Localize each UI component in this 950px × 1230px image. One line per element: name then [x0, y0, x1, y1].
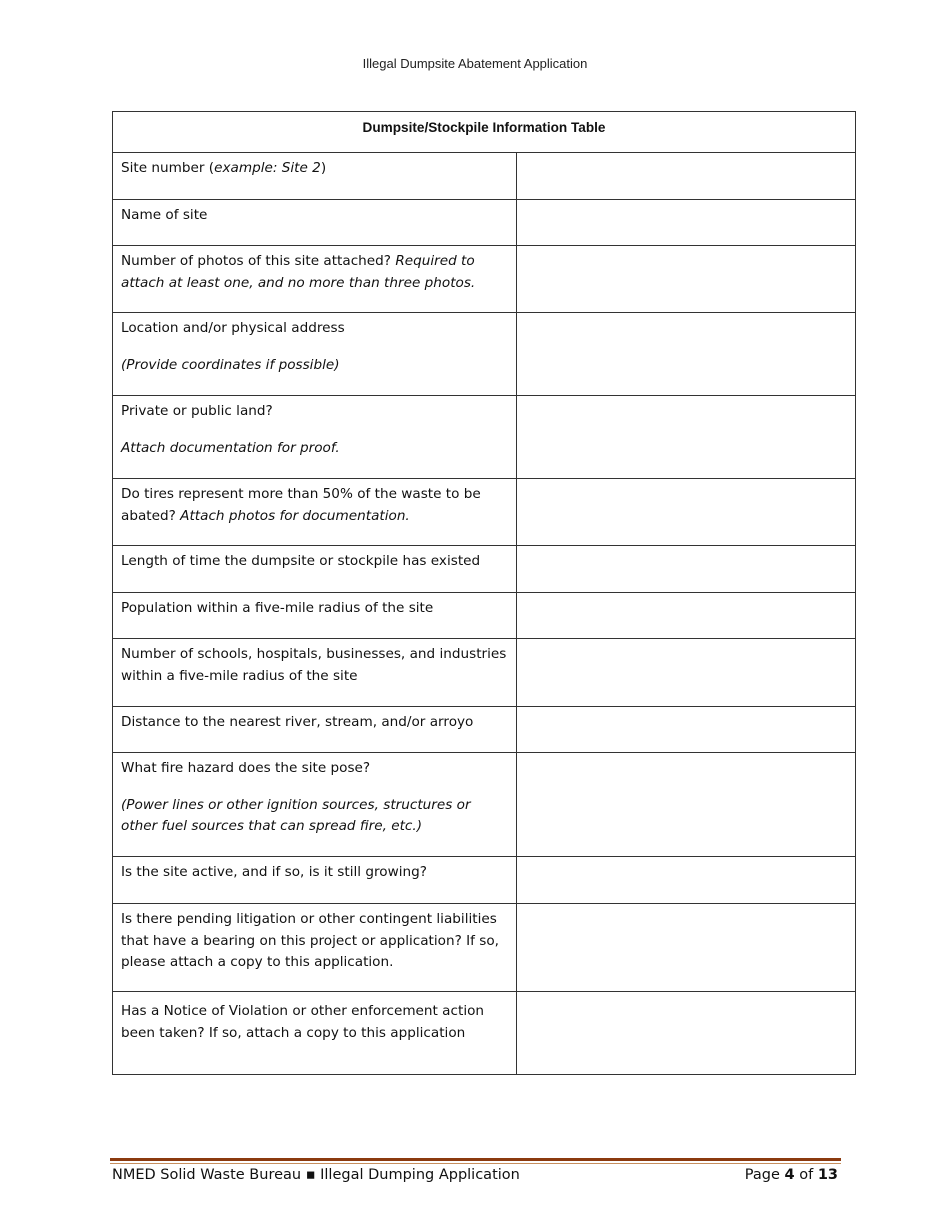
- page-header: Illegal Dumpsite Abatement Application: [362, 56, 588, 71]
- row-label-population: Population within a five-mile radius of the site: [113, 593, 517, 639]
- table-row: [113, 593, 856, 639]
- row-label-distance-to-water: Distance to the nearest river, stream, and/or arroyo: [113, 707, 517, 753]
- row-label-notice-of-violation: Has a Notice of Violation or other enforcement action been taken? If so, attach a copy to this application: [113, 992, 517, 1075]
- number-of-photos-field[interactable]: [517, 246, 856, 313]
- table-row: [113, 246, 856, 313]
- table-row: [113, 753, 856, 857]
- population-field[interactable]: [517, 593, 856, 639]
- land-ownership-field[interactable]: [517, 396, 856, 479]
- location-field[interactable]: [517, 313, 856, 396]
- facilities-field[interactable]: [517, 639, 856, 707]
- row-label-tires: Do tires represent more than 50% of the waste to be abated? Attach photos for documentation.: [113, 479, 517, 546]
- row-label-site-active: Is the site active, and if so, is it still growing?: [113, 857, 517, 904]
- page-number: Page 4 of 13: [744, 1167, 838, 1183]
- row-label-site-number: Site number (example: Site 2): [113, 153, 517, 200]
- table-row: [113, 707, 856, 753]
- table-row: [113, 153, 856, 200]
- table-row: [113, 904, 856, 992]
- row-label-number-of-photos: Number of photos of this site attached? Required to attach at least one, and no more than three photos.: [113, 246, 517, 313]
- table-row: [113, 639, 856, 707]
- row-label-fire-hazard: What fire hazard does the site pose? (Power lines or other ignition sources, structures or other fuel sources that can spread fire, etc.): [113, 753, 517, 857]
- table-row: [113, 313, 856, 396]
- row-label-land-ownership: Private or public land? Attach documentation for proof.: [113, 396, 517, 479]
- site-active-field[interactable]: [517, 857, 856, 904]
- table-row: [113, 546, 856, 593]
- notice-of-violation-field[interactable]: [517, 992, 856, 1075]
- footer-rule: [110, 1158, 841, 1161]
- table-row: [113, 857, 856, 904]
- table-row: [113, 992, 856, 1075]
- length-of-time-field[interactable]: [517, 546, 856, 593]
- distance-to-water-field[interactable]: [517, 707, 856, 753]
- row-label-length-of-time: Length of time the dumpsite or stockpile has existed: [113, 546, 517, 593]
- site-number-field[interactable]: [517, 153, 856, 200]
- table-row: [113, 396, 856, 479]
- footer-org: NMED Solid Waste Bureau ▪ Illegal Dumping Application: [112, 1167, 520, 1183]
- row-label-location: Location and/or physical address (Provide coordinates if possible): [113, 313, 517, 396]
- dumpsite-information-table: [112, 111, 856, 1075]
- row-label-litigation: Is there pending litigation or other contingent liabilities that have a bearing on this project or application? If so, please attach a copy to this application.: [113, 904, 517, 992]
- row-label-name-of-site: Name of site: [113, 200, 517, 246]
- fire-hazard-field[interactable]: [517, 753, 856, 857]
- litigation-field[interactable]: [517, 904, 856, 992]
- footer-rule-thin: [110, 1163, 841, 1164]
- name-of-site-field[interactable]: [517, 200, 856, 246]
- table-row: [113, 479, 856, 546]
- row-label-facilities: Number of schools, hospitals, businesses, and industries within a five-mile radius of the site: [113, 639, 517, 707]
- tires-field[interactable]: [517, 479, 856, 546]
- table-title-row: [113, 112, 856, 153]
- table-title: Dumpsite/Stockpile Information Table: [113, 112, 856, 153]
- table-row: [113, 200, 856, 246]
